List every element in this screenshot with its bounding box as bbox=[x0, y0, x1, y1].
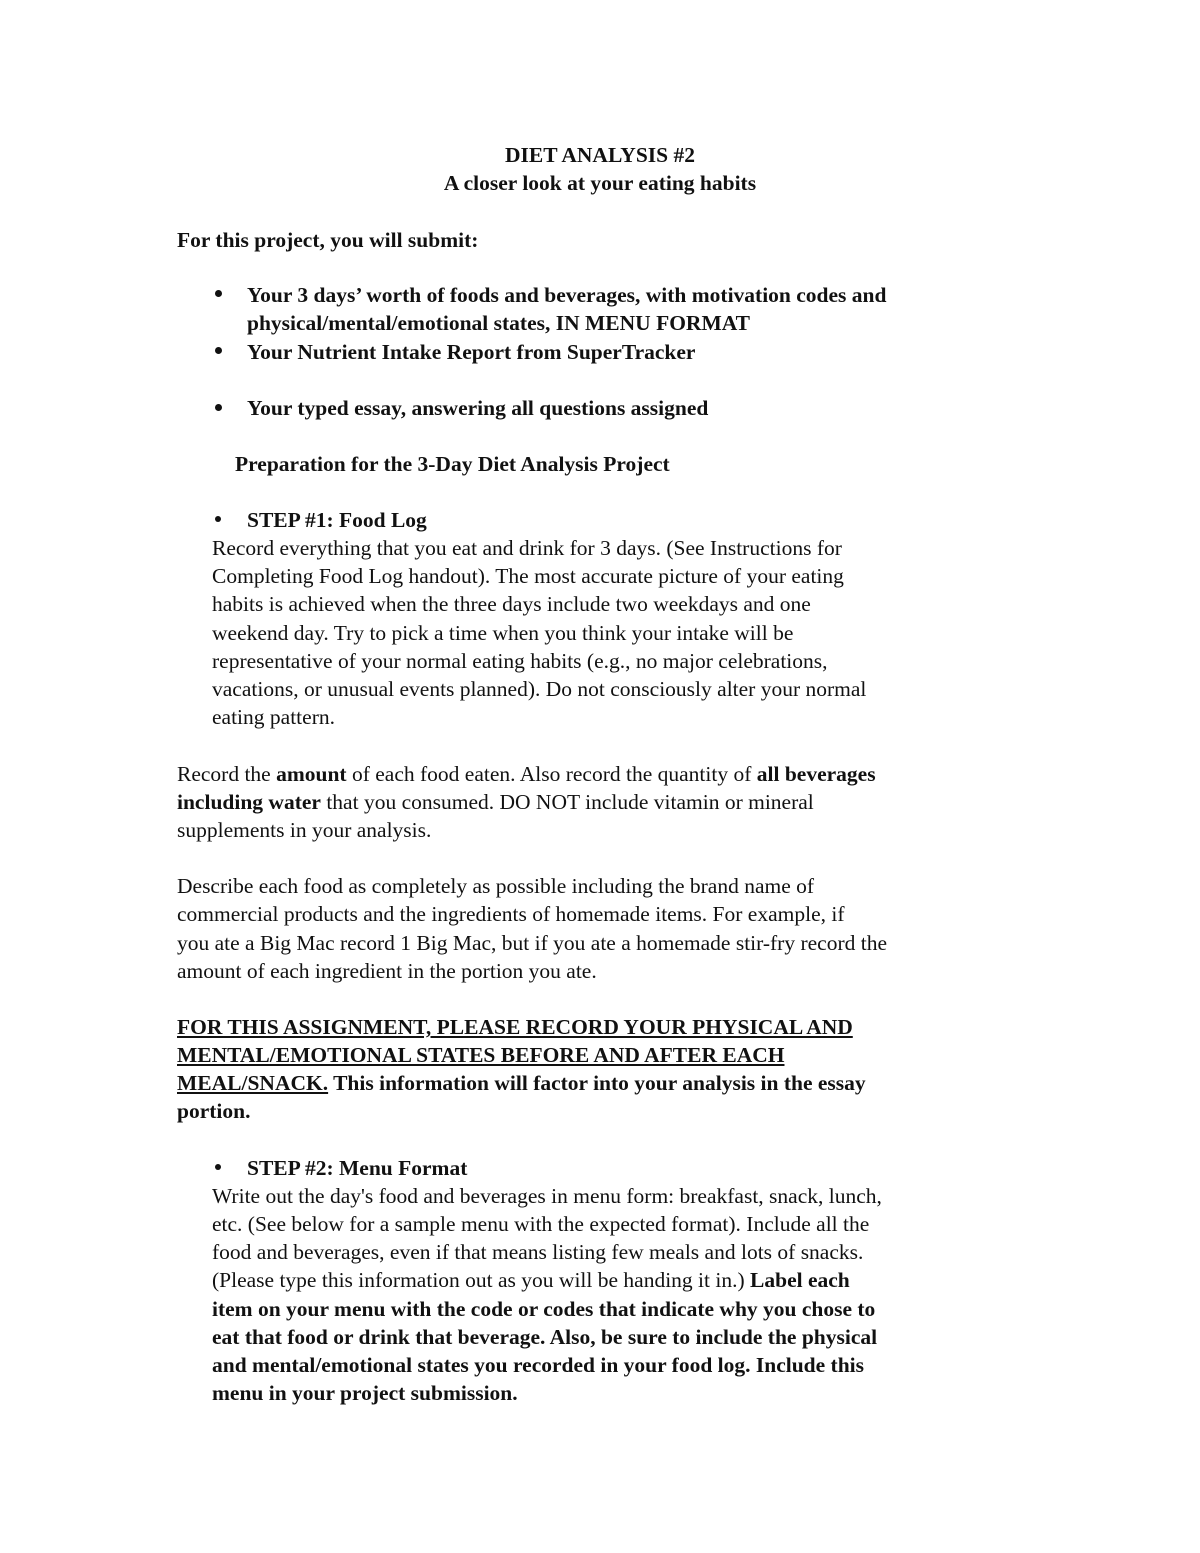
record-text: that you consumed. DO NOT include vitamin or mineral bbox=[320, 790, 814, 814]
bullet-icon bbox=[215, 290, 222, 297]
document-title: DIET ANALYSIS #2 bbox=[504, 143, 695, 167]
submit-item-1-line2: physical/mental/emotional states, IN MENU FORMAT bbox=[247, 311, 751, 335]
step2-text: (Please type this information out as you will be handing it in.) bbox=[212, 1268, 751, 1292]
step1-line: eating pattern. bbox=[212, 705, 335, 729]
record-emphasis: all beverages bbox=[756, 762, 876, 786]
record-emphasis: including water bbox=[177, 790, 321, 814]
assignment-note-line1: FOR THIS ASSIGNMENT, PLEASE RECORD YOUR PHYSICAL AND bbox=[177, 1015, 853, 1039]
record-para-line1 bbox=[177, 760, 876, 788]
step1-line: habits is achieved when the three days include two weekdays and one bbox=[212, 592, 811, 616]
submit-item-3: Your typed essay, answering all questions assigned bbox=[247, 396, 709, 420]
record-emphasis: amount bbox=[276, 762, 347, 786]
prep-heading: Preparation for the 3-Day Diet Analysis Project bbox=[235, 452, 670, 476]
describe-line: commercial products and the ingredients of homemade items. For example, if bbox=[177, 902, 845, 926]
bullet-icon bbox=[215, 347, 222, 354]
bullet-icon bbox=[215, 516, 221, 522]
bullet-icon bbox=[215, 1164, 221, 1170]
assignment-note-line4: portion. bbox=[177, 1099, 251, 1123]
step2-emphasis: Label each bbox=[750, 1268, 850, 1292]
assignment-note-line2: MENTAL/EMOTIONAL STATES BEFORE AND AFTER EACH bbox=[177, 1043, 785, 1067]
assignment-note-underlined: MEAL/SNACK. bbox=[177, 1071, 329, 1095]
step2-line: Write out the day's food and beverages in menu form: breakfast, snack, lunch, bbox=[212, 1184, 882, 1208]
step1-line: Completing Food Log handout). The most accurate picture of your eating bbox=[212, 564, 844, 588]
assignment-note-text: This information will factor into your analysis in the essay bbox=[328, 1071, 866, 1095]
step2-line: eat that food or drink that beverage. Also, be sure to include the physical bbox=[212, 1325, 878, 1349]
step2-line: menu in your project submission. bbox=[212, 1381, 518, 1405]
document-subtitle: A closer look at your eating habits bbox=[443, 171, 757, 195]
record-text: of each food eaten. Also record the quantity of bbox=[346, 762, 757, 786]
record-para-line3: supplements in your analysis. bbox=[177, 818, 432, 842]
step1-heading: STEP #1: Food Log bbox=[247, 508, 427, 532]
step1-line: weekend day. Try to pick a time when you think your intake will be bbox=[212, 621, 794, 645]
step2-line: etc. (See below for a sample menu with the expected format). Include all the bbox=[212, 1212, 870, 1236]
step1-line: representative of your normal eating habits (e.g., no major celebrations, bbox=[212, 649, 828, 673]
step1-line: vacations, or unusual events planned). Do not consciously alter your normal bbox=[212, 677, 867, 701]
assignment-note-line3 bbox=[177, 1069, 866, 1097]
submit-item-1-line1: Your 3 days’ worth of foods and beverages, with motivation codes and bbox=[247, 283, 887, 307]
step1-line: Record everything that you eat and drink for 3 days. (See Instructions for bbox=[212, 536, 842, 560]
describe-line: Describe each food as completely as possible including the brand name of bbox=[177, 874, 815, 898]
step2-line bbox=[212, 1266, 850, 1294]
intro-text: For this project, you will submit: bbox=[177, 228, 479, 252]
step2-line: and mental/emotional states you recorded in your food log. Include this bbox=[212, 1353, 865, 1377]
record-text: Record the bbox=[177, 762, 277, 786]
submit-item-2: Your Nutrient Intake Report from SuperTracker bbox=[247, 340, 696, 364]
bullet-icon bbox=[215, 404, 222, 411]
describe-line: you ate a Big Mac record 1 Big Mac, but if you ate a homemade stir-fry record the bbox=[177, 931, 888, 955]
record-para-line2 bbox=[177, 788, 814, 816]
step2-line: food and beverages, even if that means listing few meals and lots of snacks. bbox=[212, 1240, 864, 1264]
describe-line: amount of each ingredient in the portion you ate. bbox=[177, 959, 597, 983]
step2-line: item on your menu with the code or codes that indicate why you chose to bbox=[212, 1297, 876, 1321]
step2-heading: STEP #2: Menu Format bbox=[247, 1156, 468, 1180]
